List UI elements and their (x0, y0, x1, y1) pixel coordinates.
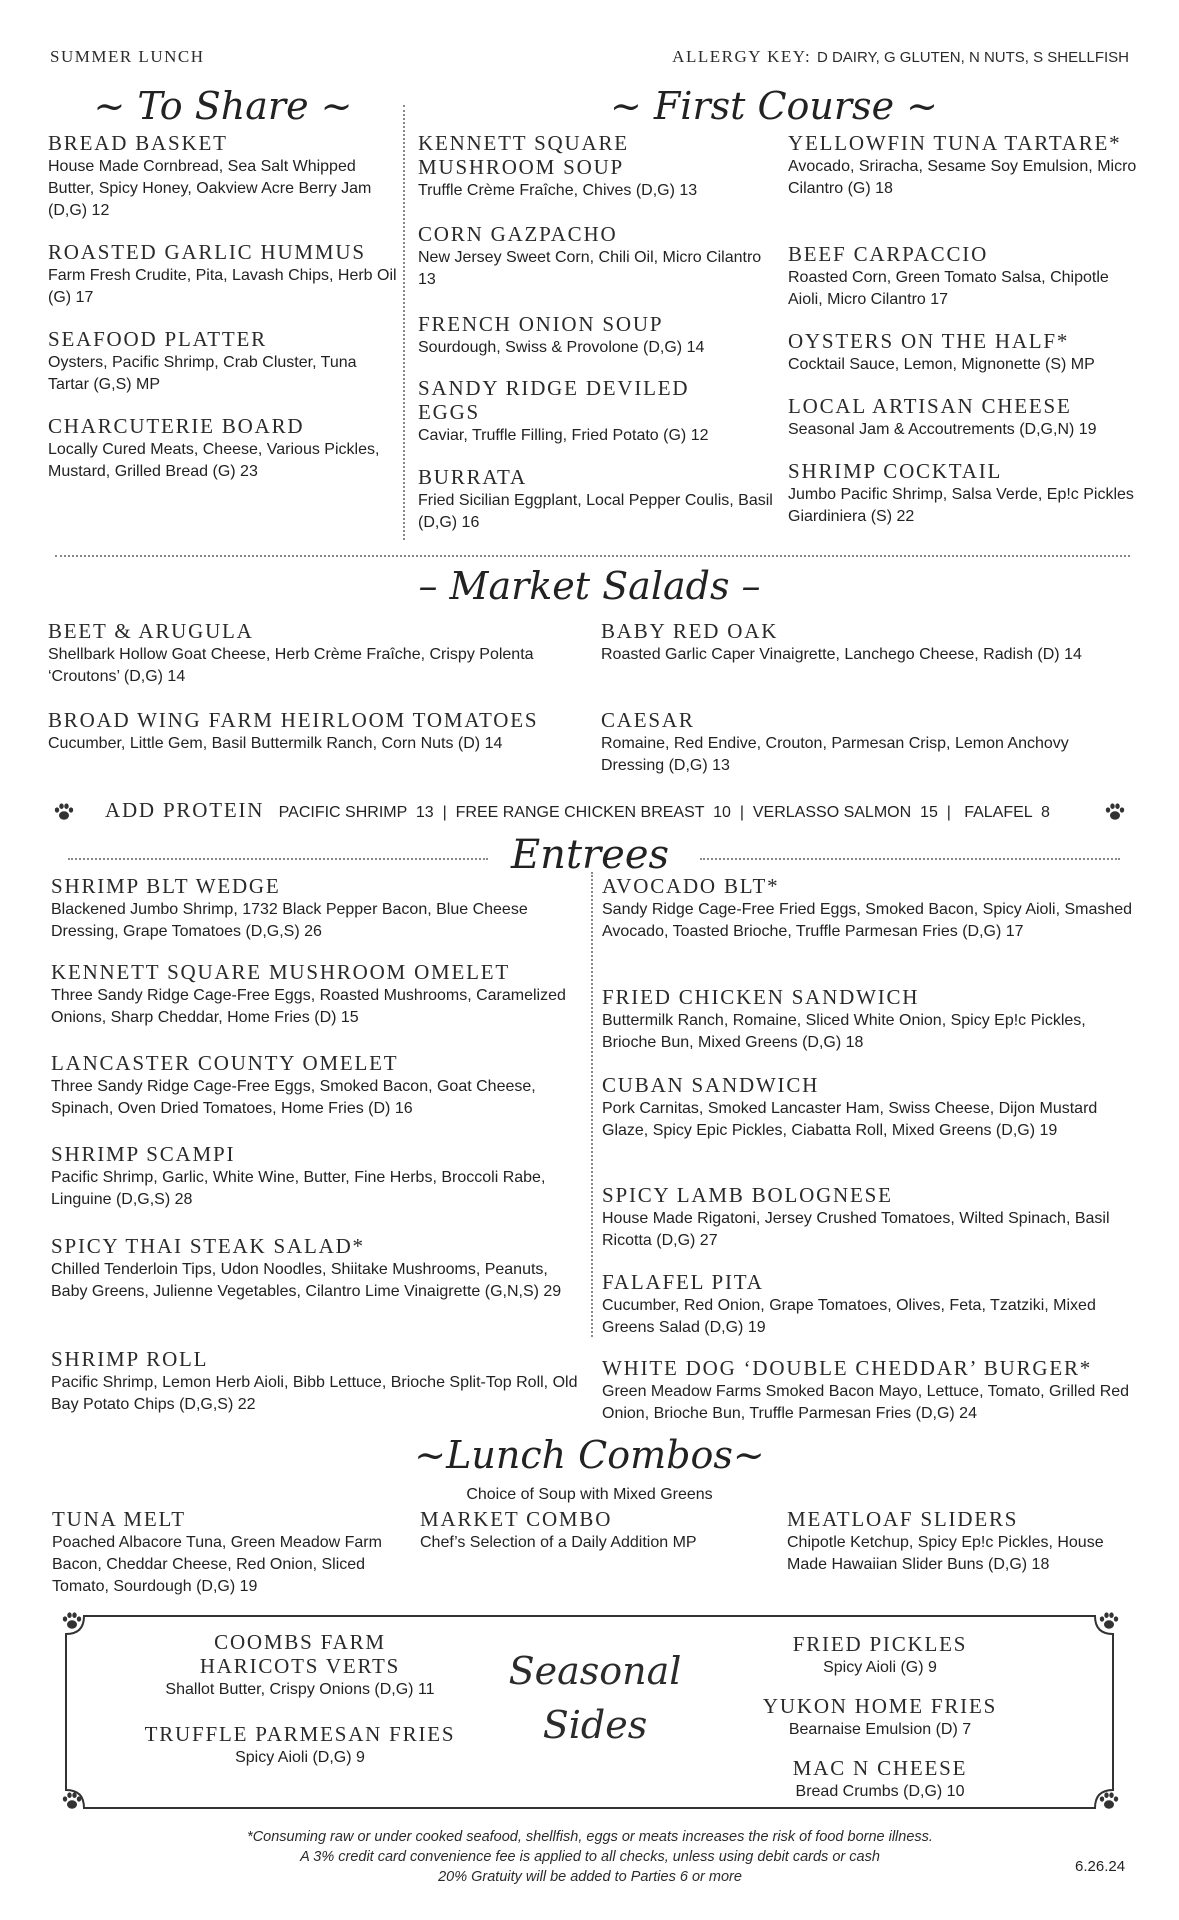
menu-item (602, 1073, 1137, 1142)
menu-item (418, 131, 773, 202)
menu-item (602, 1270, 1137, 1339)
menu-item (120, 1722, 480, 1769)
menu-item (51, 1142, 586, 1211)
section-divider (55, 555, 1130, 557)
item-desc: Chipotle Ketchup, Spicy Ep!c Pickles, House Made Hawaiian Slider Buns (D,G) 18 (787, 1534, 1104, 1573)
item-name: SHRIMP SCAMPI (51, 1142, 236, 1166)
item-desc: Caviar, Truffle Filling, Fried Potato (G) 12 (418, 427, 709, 444)
add-protein-label: ADD PROTEIN (105, 798, 265, 822)
menu-date: 6.26.24 (1075, 1858, 1126, 1875)
item-desc: Three Sandy Ridge Cage-Free Eggs, Roasted Mushrooms, Caramelized Onions, Sharp Cheddar, Home Fries (D) 15 (51, 987, 566, 1026)
item-desc: New Jersey Sweet Corn, Chili Oil, Micro Cilantro 13 (418, 249, 762, 288)
lunch-combos-subtitle: Choice of Soup with Mixed Greens (466, 1486, 713, 1503)
item-name: CUBAN SANDWICH (602, 1073, 820, 1097)
item-name: OYSTERS ON THE HALF* (788, 329, 1070, 353)
item-desc: Pacific Shrimp, Lemon Herb Aioli, Bibb Lettuce, Brioche Split-Top Roll, Old Bay Potato Chips (D,G,S) 22 (51, 1374, 578, 1413)
menu-item (51, 1051, 586, 1120)
menu-item (788, 242, 1138, 311)
item-name: WHITE DOG ‘DOUBLE CHEDDAR’ BURGER* (602, 1356, 1093, 1380)
market-salads-title: – Market Salads – (418, 564, 761, 608)
item-desc: Shallot Butter, Crispy Onions (D,G) 11 (165, 1681, 435, 1698)
item-desc: Farm Fresh Crudite, Pita, Lavash Chips, Herb Oil (G) 17 (48, 267, 397, 306)
menu-item (418, 376, 728, 447)
menu-item (48, 708, 598, 755)
item-desc: House Made Cornbread, Sea Salt Whipped Butter, Spicy Honey, Oakview Acre Berry Jam (D,G) 12 (48, 158, 372, 219)
item-desc: Green Meadow Farms Smoked Bacon Mayo, Lettuce, Tomato, Grilled Red Onion, Brioche Bun, Truffle Parmesan Fries (D,G) 24 (602, 1383, 1130, 1422)
item-name: SEAFOOD PLATTER (48, 327, 267, 351)
item-desc: Locally Cured Meats, Cheese, Various Pickles, Mustard, Grilled Bread (G) 23 (48, 441, 380, 480)
item-desc: Blackened Jumbo Shrimp, 1732 Black Pepper Bacon, Blue Cheese Dressing, Grape Tomatoes (D,G,S) 26 (51, 901, 528, 940)
protein-options: PACIFIC SHRIMP 13 | FREE RANGE CHICKEN BREAST 10 | VERLASSO SALMON 15 | FALAFEL 8 (278, 804, 1050, 821)
menu-item (48, 619, 588, 688)
paw-icon (1105, 803, 1125, 821)
item-name: FALAFEL PITA (602, 1270, 764, 1294)
menu-item (51, 1347, 586, 1416)
item-name: SHRIMP ROLL (51, 1347, 209, 1371)
item-desc: Avocado, Sriracha, Sesame Soy Emulsion, Micro Cilantro (G) 18 (788, 158, 1137, 197)
menu-item (601, 619, 1126, 666)
item-desc: Bearnaise Emulsion (D) 7 (788, 1721, 972, 1738)
item-desc: Jumbo Pacific Shrimp, Salsa Verde, Ep!c Pickles Giardiniera (S) 22 (788, 486, 1134, 525)
section-divider (68, 858, 488, 860)
menu-item (51, 1234, 586, 1303)
item-desc: Sourdough, Swiss & Provolone (D,G) 14 (418, 339, 705, 356)
add-protein-row (105, 798, 1050, 824)
paw-icon (62, 1612, 82, 1630)
item-desc: Spicy Aioli (D,G) 9 (235, 1749, 365, 1766)
menu-item (418, 312, 773, 359)
item-desc: Roasted Garlic Caper Vinaigrette, Lanchego Cheese, Radish (D) 14 (601, 646, 1082, 663)
gratuity-note: 20% Gratuity will be added to Parties 6 or more (438, 1869, 742, 1885)
menu-item (788, 329, 1138, 376)
item-name: KENNETT SQUARE MUSHROOM SOUP (418, 131, 629, 179)
item-name: CAESAR (601, 708, 695, 732)
item-desc: Cocktail Sauce, Lemon, Mignonette (S) MP (788, 356, 1095, 373)
item-desc: Chilled Tenderloin Tips, Udon Noodles, Shiitake Mushrooms, Peanuts, Baby Greens, Julienne Vegetables, Cilantro Lime Vinaigrette (G,N,S) 29 (51, 1261, 562, 1300)
menu-item (788, 459, 1138, 528)
item-desc: House Made Rigatoni, Jersey Crushed Tomatoes, Wilted Spinach, Basil Ricotta (D,G) 27 (602, 1210, 1110, 1249)
paw-icon (1099, 1792, 1119, 1810)
item-desc: Bread Crumbs (D,G) 10 (795, 1783, 965, 1800)
column-divider (403, 105, 405, 540)
item-name: YUKON HOME FRIES (762, 1694, 998, 1718)
menu-item (51, 874, 586, 943)
menu-item (787, 1507, 1127, 1576)
menu-item (602, 1356, 1137, 1425)
column-divider (591, 872, 593, 1337)
menu-item (48, 131, 398, 222)
menu-item (788, 394, 1138, 441)
menu-item (602, 874, 1137, 943)
item-name: AVOCADO BLT* (602, 874, 780, 898)
item-name: SHRIMP COCKTAIL (788, 459, 1003, 483)
item-name: BEEF CARPACCIO (788, 242, 989, 266)
menu-item (52, 1507, 397, 1598)
item-name: KENNETT SQUARE MUSHROOM OMELET (51, 960, 511, 984)
item-name: BABY RED OAK (601, 619, 779, 643)
item-name: SANDY RIDGE DEVILED EGGS (418, 376, 690, 424)
item-name: FRIED CHICKEN SANDWICH (602, 985, 920, 1009)
seasonal-sides-title (480, 1644, 710, 1752)
item-name: SHRIMP BLT WEDGE (51, 874, 281, 898)
paw-icon (54, 803, 74, 821)
menu-item (601, 708, 1126, 777)
item-desc: Roasted Corn, Green Tomato Salsa, Chipotle Aioli, Micro Cilantro 17 (788, 269, 1109, 308)
seasonal-sides-line2: Sides (542, 1703, 648, 1747)
menu-item (418, 222, 773, 291)
to-share-title: ~ To Share ~ (93, 84, 353, 128)
paw-icon (1099, 1612, 1119, 1630)
menu-item (48, 414, 398, 483)
item-desc: Fried Sicilian Eggplant, Local Pepper Coulis, Basil (D,G) 16 (418, 492, 773, 531)
item-name: LOCAL ARTISAN CHEESE (788, 394, 1072, 418)
item-desc: Seasonal Jam & Accoutrements (D,G,N) 19 (788, 421, 1097, 438)
item-name: BREAD BASKET (48, 131, 228, 155)
item-desc: Cucumber, Red Onion, Grape Tomatoes, Olives, Feta, Tzatziki, Mixed Greens Salad (D,G) 19 (602, 1297, 1096, 1336)
footer-notes (140, 1827, 1040, 1887)
item-desc: Three Sandy Ridge Cage-Free Eggs, Smoked Bacon, Goat Cheese, Spinach, Oven Dried Tomatoes, Home Fries (D) 16 (51, 1078, 536, 1117)
menu-item (788, 131, 1138, 200)
item-name: CHARCUTERIE BOARD (48, 414, 305, 438)
raw-food-warning: *Consuming raw or under cooked seafood, shellfish, eggs or meats increases the risk of food borne illness. (247, 1829, 933, 1845)
item-name: SPICY LAMB BOLOGNESE (602, 1183, 893, 1207)
item-name: BROAD WING FARM HEIRLOOM TOMATOES (48, 708, 539, 732)
lunch-combos-title: ~Lunch Combos~ (414, 1433, 765, 1477)
section-divider (700, 858, 1120, 860)
item-name: TRUFFLE PARMESAN FRIES (144, 1722, 456, 1746)
item-desc: Chef’s Selection of a Daily Addition MP (420, 1534, 697, 1551)
seasonal-sides-line1: Seasonal (508, 1649, 682, 1693)
item-name: COOMBS FARM HARICOTS VERTS (199, 1630, 401, 1678)
item-name: FRIED PICKLES (792, 1632, 968, 1656)
allergy-key (672, 47, 1129, 67)
item-desc: Cucumber, Little Gem, Basil Buttermilk Ranch, Corn Nuts (D) 14 (48, 735, 503, 752)
menu-item (48, 240, 398, 309)
item-desc: Pacific Shrimp, Garlic, White Wine, Butter, Fine Herbs, Broccoli Rabe, Linguine (D,G,S) 28 (51, 1169, 546, 1208)
item-name: CORN GAZPACHO (418, 222, 618, 246)
menu-item (730, 1694, 1030, 1741)
menu-item (602, 985, 1137, 1054)
menu-item (120, 1630, 480, 1701)
menu-item (420, 1507, 765, 1554)
allergy-key-desc: D DAIRY, G GLUTEN, N NUTS, S SHELLFISH (816, 49, 1129, 66)
item-desc: Spicy Aioli (G) 9 (823, 1659, 937, 1676)
item-desc: Pork Carnitas, Smoked Lancaster Ham, Swiss Cheese, Dijon Mustard Glaze, Spicy Epic Pickles, Ciabatta Roll, Mixed Greens (D,G) 19 (602, 1100, 1098, 1139)
entrees-title: Entrees (510, 832, 670, 878)
item-name: MEATLOAF SLIDERS (787, 1507, 1019, 1531)
item-desc: Truffle Crème Fraîche, Chives (D,G) 13 (418, 182, 698, 199)
item-desc: Sandy Ridge Cage-Free Fried Eggs, Smoked Bacon, Spicy Aioli, Smashed Avocado, Toasted Brioche, Truffle Parmesan Fries (D,G) 17 (602, 901, 1133, 940)
menu-item (602, 1183, 1137, 1252)
item-name: BURRATA (418, 465, 527, 489)
item-name: FRENCH ONION SOUP (418, 312, 664, 336)
item-name: TUNA MELT (52, 1507, 186, 1531)
item-desc: Oysters, Pacific Shrimp, Crab Cluster, Tuna Tartar (G,S) MP (48, 354, 357, 393)
item-name: MAC N CHEESE (792, 1756, 968, 1780)
item-desc: Shellbark Hollow Goat Cheese, Herb Crème Fraîche, Crispy Polenta ‘Croutons’ (D,G) 14 (48, 646, 534, 685)
item-name: BEET & ARUGULA (48, 619, 254, 643)
paw-icon (62, 1792, 82, 1810)
item-name: MARKET COMBO (420, 1507, 613, 1531)
item-name: SPICY THAI STEAK SALAD* (51, 1234, 365, 1258)
menu-title: SUMMER LUNCH (50, 47, 205, 66)
menu-item (48, 327, 398, 396)
menu-item (730, 1756, 1030, 1803)
first-course-title: ~ First Course ~ (610, 84, 938, 128)
item-name: ROASTED GARLIC HUMMUS (48, 240, 366, 264)
item-desc: Buttermilk Ranch, Romaine, Sliced White Onion, Spicy Ep!c Pickles, Brioche Bun, Mixed Greens (D,G) 18 (602, 1012, 1086, 1051)
item-name: LANCASTER COUNTY OMELET (51, 1051, 399, 1075)
item-name: YELLOWFIN TUNA TARTARE* (788, 131, 1122, 155)
item-desc: Romaine, Red Endive, Crouton, Parmesan Crisp, Lemon Anchovy Dressing (D,G) 13 (601, 735, 1069, 774)
item-desc: Poached Albacore Tuna, Green Meadow Farm Bacon, Cheddar Cheese, Red Onion, Sliced Tomato, Sourdough (D,G) 19 (52, 1534, 382, 1595)
menu-item (418, 465, 773, 534)
menu-item (51, 960, 586, 1029)
credit-card-fee-note: A 3% credit card convenience fee is applied to all checks, unless using debit cards or cash (300, 1849, 880, 1865)
allergy-key-label: ALLERGY KEY: (672, 47, 812, 66)
menu-item (730, 1632, 1030, 1679)
